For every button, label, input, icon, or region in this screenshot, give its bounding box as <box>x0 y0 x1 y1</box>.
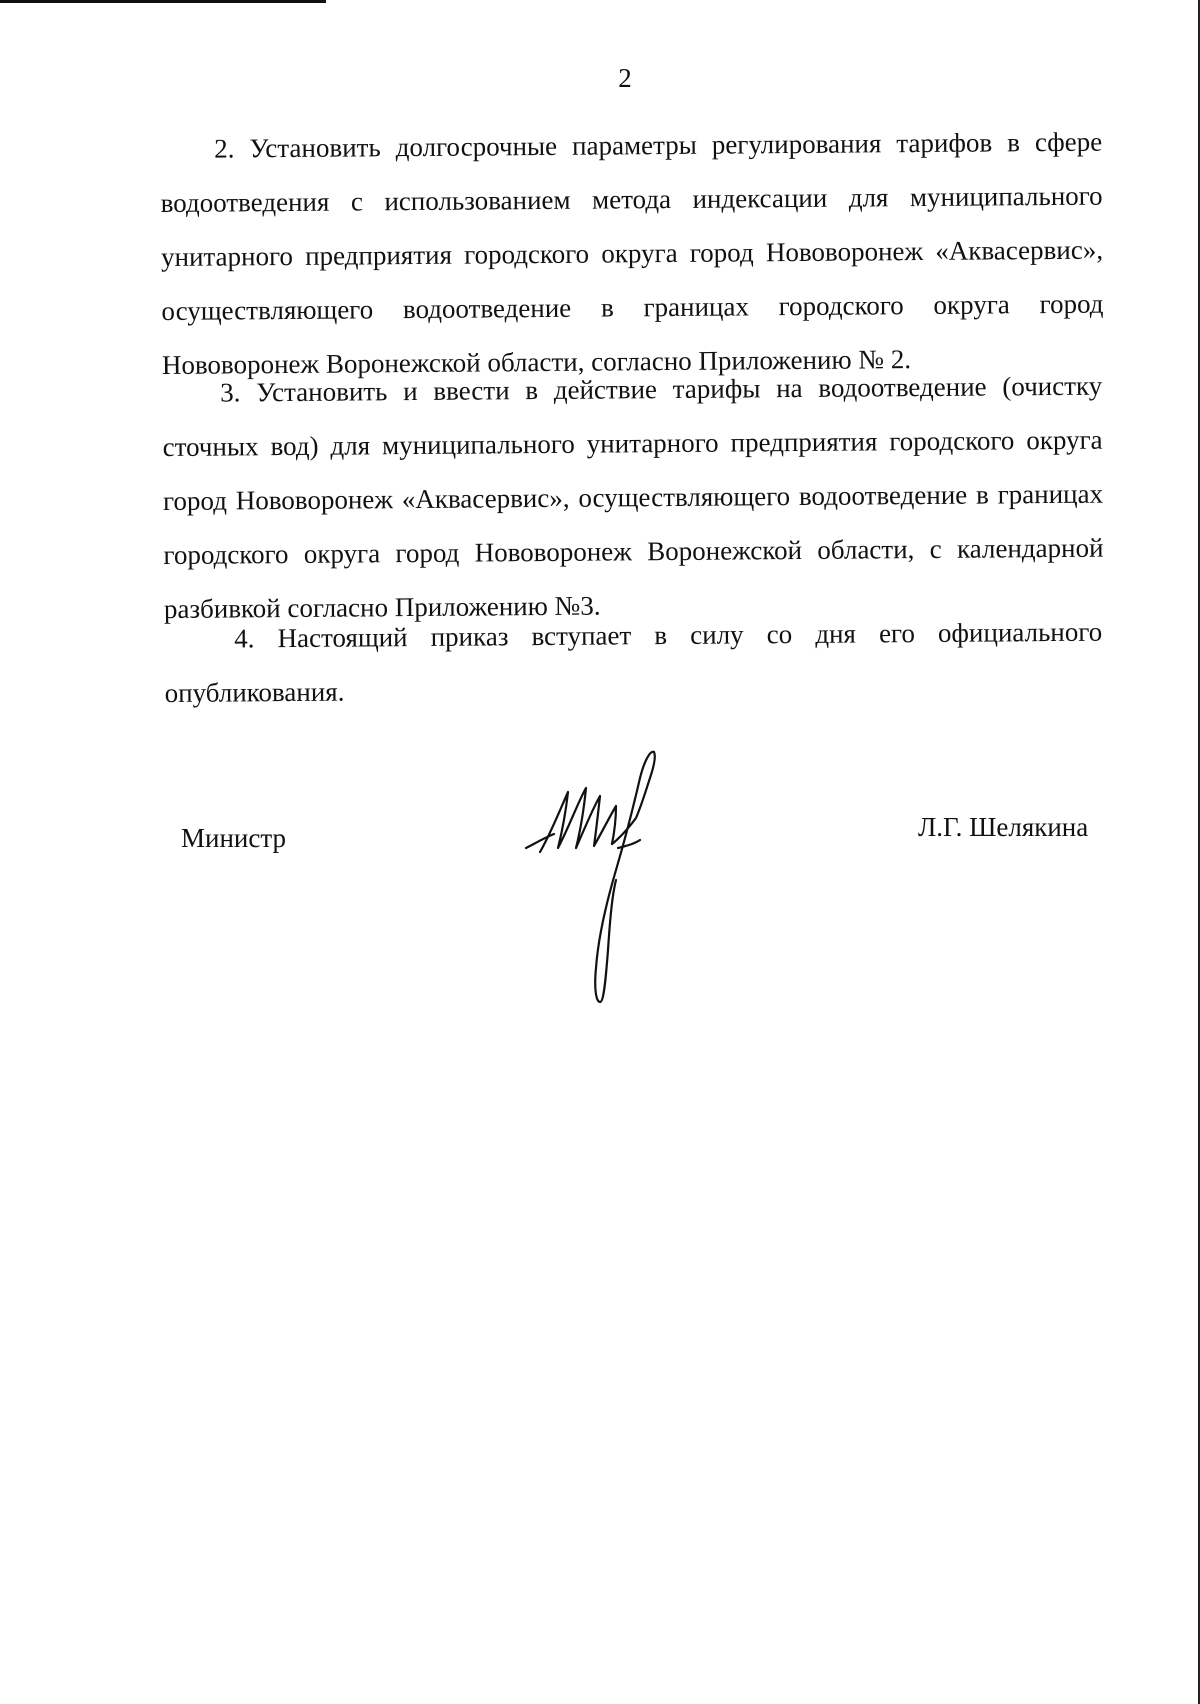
paragraph-2 <box>160 115 1104 392</box>
paragraph-2-text: 2. Установить долгосрочные параметры регулирования тарифов в сфере водоотведения с использованием метода индексации для муниципального унитарного предприятия городского округа город Нововоронеж «Аквасервис», осуществляющего водоотведение в границах городского округа город Нововоронеж Воронежской области, согласно Приложению № 2. <box>160 126 1104 380</box>
paragraph-4-text: 4. Настоящий приказ вступает в силу со дня его официального опубликования. <box>164 616 1103 708</box>
signatory-role: Министр <box>181 823 286 853</box>
handwritten-signature <box>520 740 720 1010</box>
page-number: 2 <box>618 63 632 93</box>
paragraph-4 <box>164 605 1103 720</box>
scan-edge-top <box>0 0 326 3</box>
signatory-name: Л.Г. Шелякина <box>918 812 1089 842</box>
paragraph-3 <box>162 359 1104 636</box>
paragraph-3-text: 3. Установить и ввести в действие тарифы на водоотведение (очистку сточных вод) для муниципального унитарного предприятия городского округа город Нововоронеж «Аквасервис», осуществляющего водоотведение в границах городского округа город Нововоронеж Воронежской области, с календарной разбивкой согласно Приложению №3. <box>162 370 1104 624</box>
